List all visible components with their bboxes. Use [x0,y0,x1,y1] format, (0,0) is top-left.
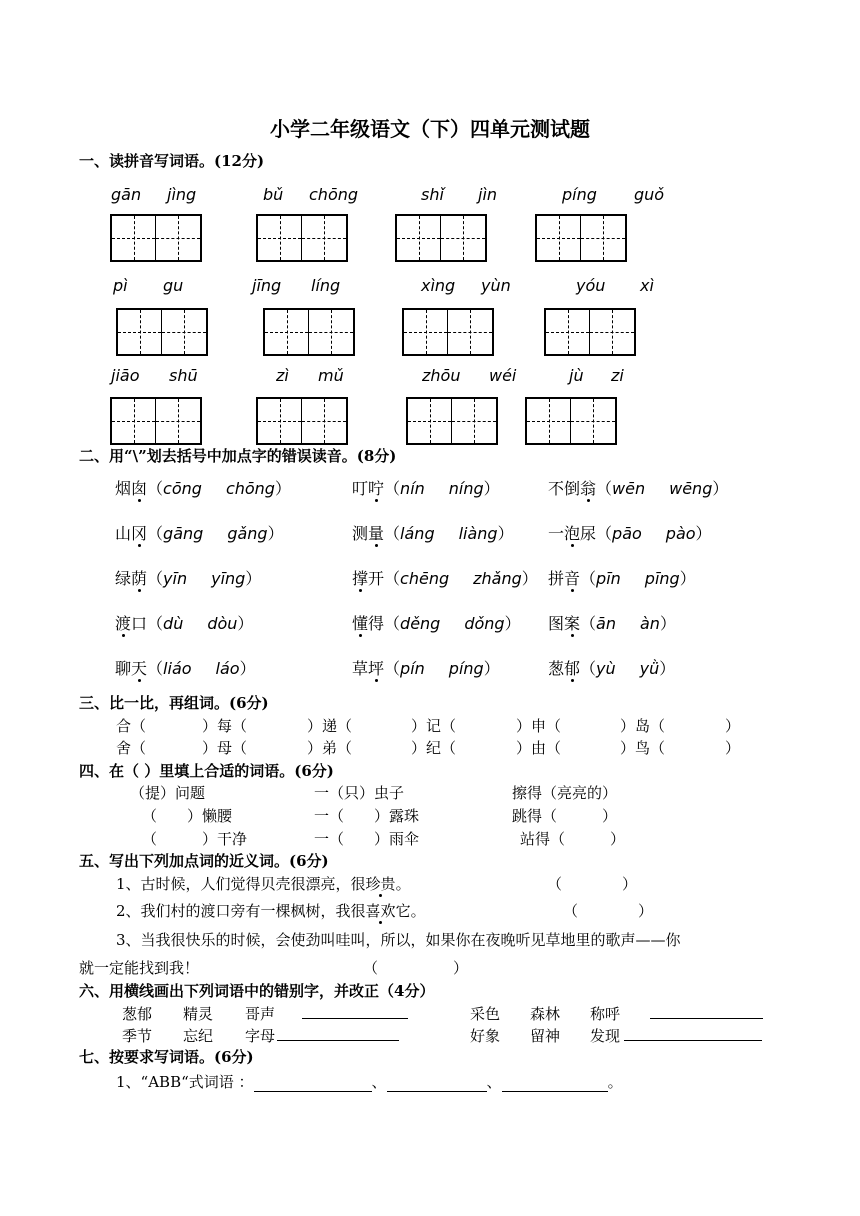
pinyin-option[interactable]: píng [448,659,484,678]
reading-item: 撑开（chēng zhǎng） [352,569,538,588]
dotted-char: 天 [131,659,148,678]
pinyin: píng [562,185,597,204]
word-item[interactable]: 忘纪 [183,1027,214,1045]
compare-char: ）每（ [202,717,248,735]
word-item[interactable]: 采色 [470,1005,501,1023]
abb-words-question: 1、“ABB“式词语 ： 、 、 。 [116,1073,623,1091]
section-3-heading: 三、比一比，再组词。(6分) [79,694,269,712]
dotted-word: 喜欢 [365,902,396,920]
pinyin: mǔ [318,366,344,385]
pinyin-option[interactable]: děng [400,614,441,633]
fill-word-item[interactable]: 跳得（ ） [512,807,618,825]
dotted-char: 音 [564,569,581,588]
pinyin-option[interactable]: chēng [400,569,450,588]
pinyin-option[interactable]: wēng [669,479,713,498]
pinyin-option[interactable]: chōng [225,479,275,498]
word-item[interactable]: 字母 [245,1027,276,1045]
reading-item: 懂得（děng dǒng） [352,614,521,633]
section-1-heading: 一、读拼音写词语。(12分) [79,152,265,170]
dotted-char: 翁 [580,479,597,498]
compare-char: ）鸟（ [620,739,666,757]
dotted-char: 泡 [564,524,581,543]
pinyin: xì [640,276,654,295]
writing-grid[interactable] [116,308,208,356]
answer-line[interactable] [277,1040,399,1041]
pinyin-option[interactable]: pāo [612,524,642,543]
section-2-heading: 二、用“\”划去括号中加点字的错误读音。(8分) [79,447,397,465]
fill-word-item[interactable]: （ ）懒腰 [142,807,233,825]
compare-char: ） [725,739,741,757]
pinyin: shū [169,366,198,385]
reading-item: 叮咛（nín níng） [352,479,500,498]
reading-item: 葱郁（yù yǜ） [548,659,676,678]
word-item[interactable]: 森林 [530,1005,561,1023]
compare-char: ）纪（ [411,739,457,757]
pinyin: wéi [489,366,517,385]
answer-line[interactable] [502,1091,608,1092]
pinyin: jìn [478,185,498,204]
word-item[interactable]: 季节 [122,1027,153,1045]
fill-word-item: 一（只）虫子 [314,784,405,802]
pinyin-option[interactable]: pín [400,659,425,678]
answer-line[interactable] [387,1091,487,1092]
section-5-heading: 五、写出下列加点词的近义词。(6分) [79,852,329,870]
pinyin: yóu [576,276,606,295]
dotted-char: 量 [368,524,385,543]
pinyin-option[interactable]: nín [400,479,425,498]
writing-grid[interactable] [263,308,355,356]
pinyin-option[interactable]: liàng [458,524,498,543]
pinyin-option[interactable]: láo [215,659,240,678]
writing-grid[interactable] [256,397,348,445]
word-item[interactable]: 称呼 [590,1005,621,1023]
fill-word-item[interactable]: 一（ ）露珠 [314,807,420,825]
compare-char: ）记（ [411,717,457,735]
synonym-question-3: 3、当我很快乐的时候，会使劲叫哇叫，所以，如果你在夜晚听见草地里的歌声——你 [116,931,681,949]
pinyin-option[interactable]: ān [596,614,616,633]
pinyin-option[interactable]: cōng [163,479,202,498]
dotted-word: 珍贵 [365,875,396,893]
pinyin-option[interactable]: dù [163,614,184,633]
compare-char: ）岛（ [620,717,666,735]
compare-char: ）弟（ [307,739,353,757]
word-item[interactable]: 发现 [590,1027,621,1045]
pinyin-option[interactable]: yīng [211,569,246,588]
section-7-heading: 七、按要求写词语。(6分) [79,1048,254,1066]
synonym-question-1: 1、古时候，人们觉得贝壳很漂亮，很珍贵。 [116,875,411,893]
pinyin-option[interactable]: gǎng [227,524,268,543]
dotted-char: 郁 [564,659,581,678]
pinyin: gān [111,185,142,204]
answer-line[interactable] [624,1040,762,1041]
pinyin: guǒ [634,185,665,204]
reading-item: 山冈（gāng gǎng） [115,524,284,543]
writing-grid[interactable] [406,397,498,445]
fill-word-item[interactable]: （ ）干净 [142,830,248,848]
pinyin-option[interactable]: zhǎng [473,569,522,588]
pinyin-option[interactable]: pīn [596,569,621,588]
dotted-char: 懂 [352,614,369,633]
fill-word-item: （提）问题 [130,784,206,802]
pinyin-option[interactable]: yīn [163,569,188,588]
answer-blank[interactable]: （ ） [547,875,638,893]
fill-word-item[interactable]: 站得（ ） [520,830,626,848]
reading-item: 不倒翁（wēn wēng） [548,479,729,498]
fill-word-item[interactable]: 一（ ）雨伞 [314,830,420,848]
answer-line[interactable] [254,1091,372,1092]
dotted-char: 囱 [131,479,148,498]
pinyin: zi [611,366,624,385]
reading-item: 拼音（pīn pīng） [548,569,696,588]
fill-word-item: 擦得（亮亮的） [512,784,618,802]
reading-item: 烟囱（cōng chōng） [115,479,291,498]
compare-char: 舍（ [116,739,147,757]
pinyin: zhōu [422,366,461,385]
pinyin-option[interactable]: pào [665,524,696,543]
answer-line[interactable] [302,1018,408,1019]
compare-char: ）母（ [202,739,248,757]
pinyin: yùn [481,276,511,295]
pinyin-option[interactable]: dòu [207,614,238,633]
word-item[interactable]: 精灵 [183,1005,214,1023]
dotted-char: 冈 [131,524,148,543]
writing-grid[interactable] [535,214,627,262]
pinyin: jīng [252,276,282,295]
compare-char: ）递（ [307,717,353,735]
word-item[interactable]: 留神 [530,1027,561,1045]
pinyin: jiāo [111,366,140,385]
writing-grid[interactable] [395,214,487,262]
reading-item: 渡口（dù dòu） [115,614,254,633]
writing-grid[interactable] [525,397,617,445]
pinyin-option[interactable]: àn [640,614,660,633]
pinyin-option[interactable]: gāng [163,524,204,543]
pinyin-option[interactable]: níng [448,479,484,498]
answer-blank[interactable]: （ ） [563,902,654,920]
pinyin-option[interactable]: láng [400,524,435,543]
pinyin: xìng [421,276,456,295]
dotted-char: 坪 [368,659,385,678]
writing-grid[interactable] [110,214,202,262]
reading-item: 绿荫（yīn yīng） [115,569,262,588]
pinyin-option[interactable]: yù [596,659,616,678]
writing-grid[interactable] [402,308,494,356]
page-title: 小学二年级语文（下）四单元测试题 [270,117,590,141]
word-item[interactable]: 哥声 [245,1005,276,1023]
pinyin-option[interactable]: dǒng [464,614,505,633]
pinyin-option[interactable]: yǜ [639,659,660,678]
compare-char: ） [725,717,741,735]
writing-grid[interactable] [544,308,636,356]
reading-item: 测量（láng liàng） [352,524,514,543]
section-6-heading: 六、用横线画出下列词语中的错别字，并改正（4分） [79,982,435,1000]
reading-item: 一泡尿（pāo pào） [548,524,712,543]
pinyin: jù [569,366,584,385]
pinyin: bǔ [263,185,284,204]
pinyin-option[interactable]: wēn [612,479,646,498]
answer-line[interactable] [650,1018,763,1019]
pinyin-option[interactable]: liáo [163,659,192,678]
reading-item: 聊天（liáo láo） [115,659,256,678]
section-4-heading: 四、在（ ）里填上合适的词语。(6分) [79,762,334,780]
pinyin: shǐ [421,185,444,204]
reading-item: 草坪（pín píng） [352,659,500,678]
answer-blank[interactable]: （ ） [363,959,469,977]
word-item[interactable]: 好象 [470,1027,501,1045]
word-item[interactable]: 葱郁 [122,1005,153,1023]
dotted-char: 咛 [368,479,385,498]
pinyin: líng [311,276,341,295]
reading-item: 图案（ān àn） [548,614,676,633]
pinyin: chōng [309,185,359,204]
pinyin: zì [276,366,289,385]
compare-char: ）申（ [516,717,562,735]
dotted-char: 撑 [352,569,369,588]
pinyin: jìng [167,185,197,204]
synonym-question-2: 2、我们村的渡口旁有一棵枫树，我很喜欢它。 [116,902,426,920]
synonym-question-3-cont: 就一定能找到我！ [79,959,200,977]
compare-char: 合（ [116,717,147,735]
compare-char: ）由（ [516,739,562,757]
pinyin: gu [163,276,184,295]
pinyin-option[interactable]: pīng [644,569,680,588]
writing-grid[interactable] [256,214,348,262]
writing-grid[interactable] [110,397,202,445]
dotted-char: 荫 [131,569,148,588]
dotted-char: 案 [564,614,581,633]
dotted-char: 渡 [115,614,132,633]
pinyin: pì [113,276,128,295]
